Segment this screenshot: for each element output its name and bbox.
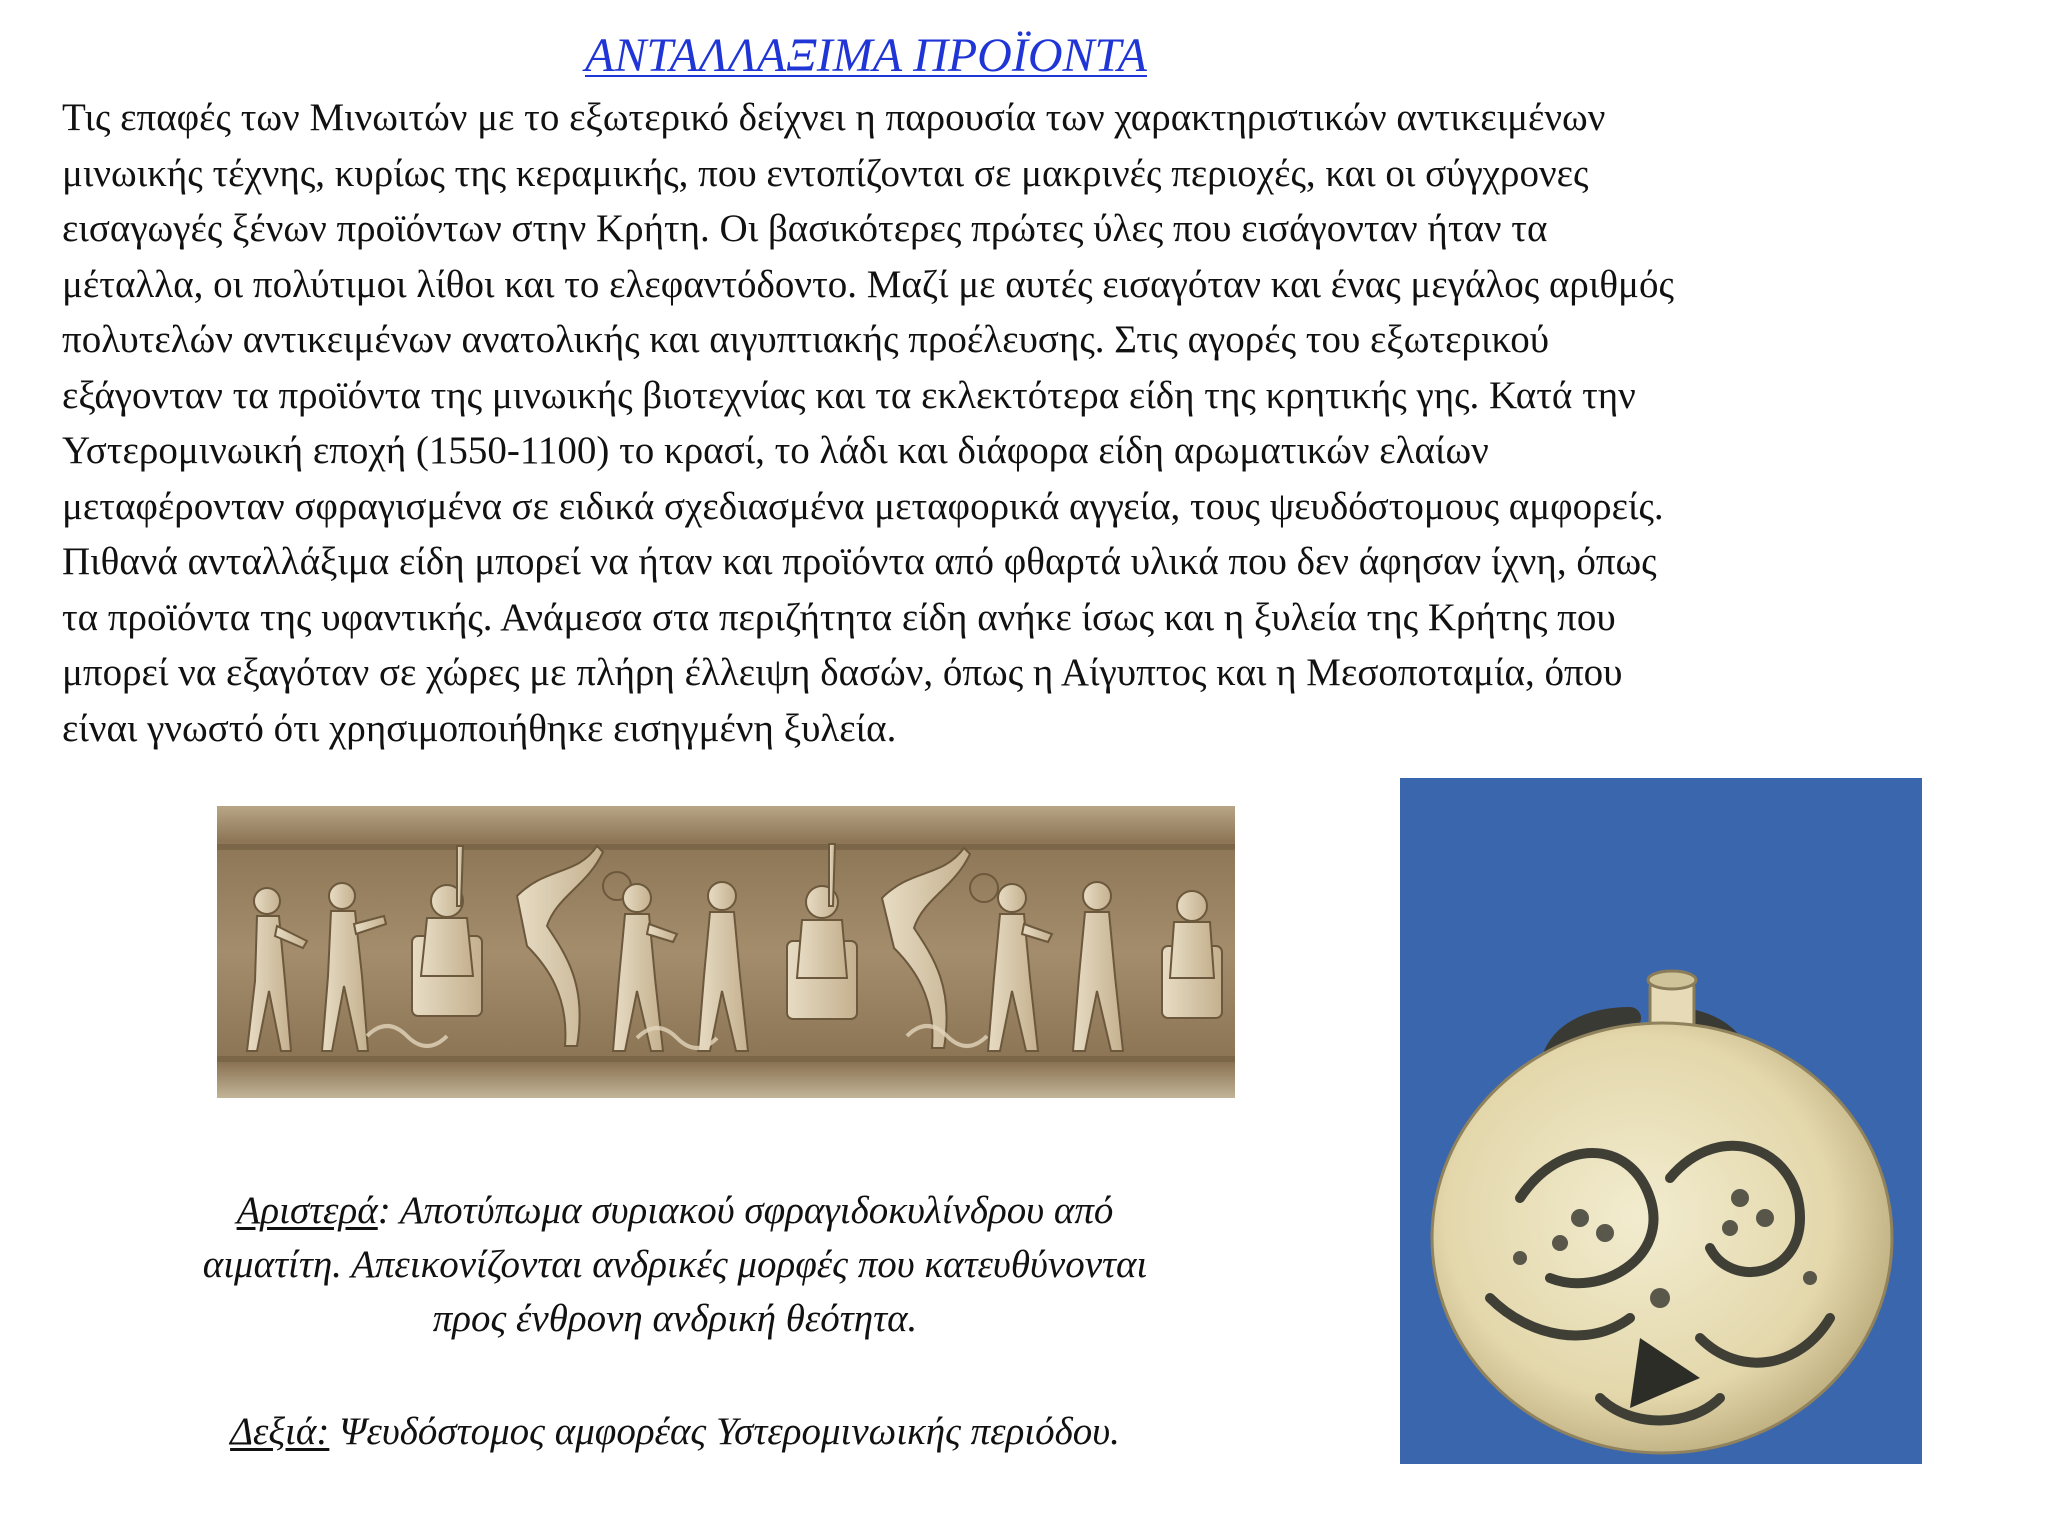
body-line: Υστερομινωική εποχή (1550-1100) το κρασί, το λάδι και διάφορα είδη αρωματικών ελαίων — [62, 429, 1489, 472]
body-line: εισαγωγές ξένων προϊόντων στην Κρήτη. Οι βασικότερες πρώτες ύλες που εισάγονταν ήταν τα — [62, 207, 1548, 250]
body-line: Τις επαφές των Μινωιτών με το εξωτερικό δείχνει η παρουσία των χαρακτηριστικών αντικειμένων — [62, 96, 1606, 139]
caption-left-line1: : Αποτύπωμα συριακού σφραγιδοκυλίνδρου από — [377, 1189, 1114, 1232]
caption-left-line3: προς ένθρονη ανδρική θεότητα. — [432, 1297, 918, 1340]
body-line: τα προϊόντα της υφαντικής. Ανάμεσα στα περιζήτητα είδη ανήκε ίσως και η ξυλεία της Κρήτης που — [62, 595, 1616, 639]
body-line: μινωικής τέχνης, κυρίως της κεραμικής, που εντοπίζονται σε μακρινές περιοχές, και οι σύγχρονες — [62, 151, 1589, 195]
caption-left-line2: αιματίτη. Απεικονίζονται ανδρικές μορφές που κατευθύνονται — [202, 1243, 1148, 1286]
caption-left — [100, 1184, 1250, 1346]
body-line: Πιθανά ανταλλάξιμα είδη μπορεί να ήταν και προϊόντα από φθαρτά υλικά που δεν άφησαν ίχνη, όπως — [62, 540, 1657, 583]
caption-left-label: Αριστερά — [236, 1189, 378, 1232]
body-paragraph — [62, 90, 1997, 756]
body-line: μέταλλα, οι πολύτιμοι λίθοι και το ελεφαντόδοντο. Μαζί με αυτές εισαγόταν και ένας μεγάλος αριθμός — [62, 262, 1674, 306]
page-title: ΑΝΤΑΛΛΑΞΙΜΑ ΠΡΟΪΟΝΤΑ — [585, 29, 1147, 82]
stirrup-jar-photo — [1400, 778, 1922, 1464]
caption-right — [100, 1405, 1250, 1459]
caption-right-text: Ψευδόστομος αμφορέας Υστερομινωικής περιόδου. — [329, 1410, 1120, 1453]
body-line: μεταφέρονταν σφραγισμένα σε ειδικά σχεδιασμένα μεταφορικά αγγεία, τους ψευδόστομους αμφορείς. — [62, 484, 1664, 528]
body-line: μπορεί να εξαγόταν σε χώρες με πλήρη έλλειψη δασών, όπως η Αίγυπτος και η Μεσοποταμία, όπου — [62, 651, 1623, 694]
body-line: είναι γνωστό ότι χρησιμοποιήθηκε εισηγμένη ξυλεία. — [62, 706, 897, 750]
body-line: εξάγονταν τα προϊόντα της μινωικής βιοτεχνίας και τα εκλεκτότερα είδη της κρητικής γης. Κατά την — [62, 373, 1636, 417]
cylinder-seal-impression-image — [217, 806, 1235, 1098]
caption-right-label: Δεξιά: — [230, 1410, 330, 1453]
body-line: πολυτελών αντικειμένων ανατολικής και αιγυπτιακής προέλευσης. Στις αγορές του εξωτερικού — [62, 318, 1550, 361]
